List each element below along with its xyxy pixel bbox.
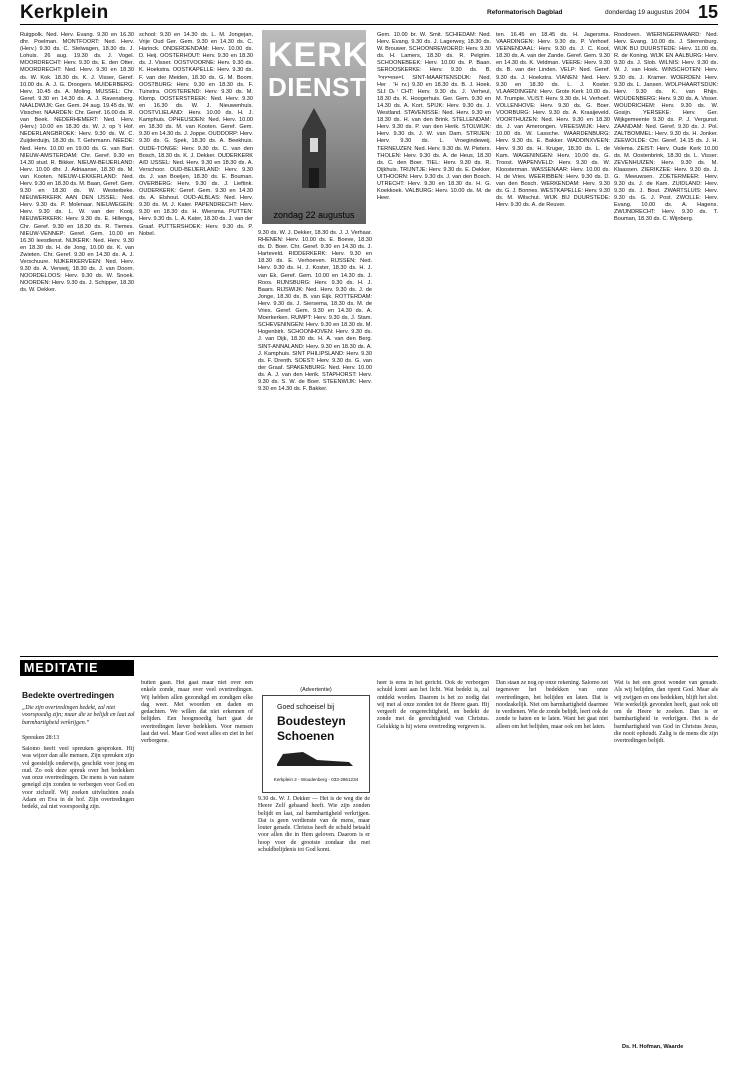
graphic-word-kerk: KERK	[268, 36, 369, 74]
church-services-column-1: Ruigpolk. Ned. Herv. Evang. 9.30 en 16.30 dhr. Poelman. MONTFOORT: Ned. Herv. (Herv.) 9.30 ds. C. Stelwagen, 18.30 ds. J. Lohuis. 26 aug. 19.30 ds. J. Vogel. MOORDRECHT: Herv. 9.30 ds. E. den Otter. MOORDRECHT: Ned. Herv. 9.30 en 18.30 ds. W. Kok. 18.30 ds. K. J. Visser, Geref. 10.00 ds. A. J. G. Droogers. MUIDERBERG: Herv. 10.45 ds. A. Moling. MUSSEL: Chr. Geref. 9.30 en 14.30 ds. A. J. Ravensberg. NAALDWIJK: Ger. Gem. 24 aug. 19.45 ds. W. Visscher. NAARDEN: Chr. Geref. 16.00 ds. R. van Beek. NEDERHEMERT: Ned. Herv. (Herv.) 10.00 en 18.30 ds. W. J. op 't Hof. NEDERLANGBROEK: Herv. 9.30 ds. W. C. Zuijderduijn, 18.30 ds. T. Gehrmann. NEEDE: Ned. Herv. 10.00 en 19.00 ds. G. van Bart. NIEUW-AMSTERDAM: Chr. Geref. 9.30 en 14.30 stud. R. Bikker. NIEUW-BEIJERLAND: Herv. 10.00 dhr. J. Adriaanse, 18.30 ds. M. van Kooten. NIEUW-LEKKERLAND: Ned. Herv. 9.30 en 18.30 ds. M. Baan, Geref. Gem. 9.30 en 18.30 ds. W. Westerbeke. NIEUWERKERK AAN DEN IJSSEL: Ned. Herv. 9.30 ds. P. Molenaar. NIEUWEGEIN: Herv. 9.30 ds. L. W. van der Kooij. NIEUWERKERK: Herv. 9.30 ds. E. Hillenga, Chr. Geref. 9.30 en 18.30 ds. R. Tiemes. NIEUW-VENNEP: Geref. Gem. 10.00 en 16.30 leesdienst. NIJKERK: Ned. Herv. 9.30 en 18.30 ds. H. de Jong, 10.00 ds. K. van Zwieten. Chr. Geref. 9.30 en 14.30 ds. A. J. Verschuure. NIJKERKERVEEN: Ned. Herv. 9.30 ds. A. Verweij, 18.30 ds. J. van Doorn. NOORDELOOS: Herv. 9.30 ds. W. Snoek. NOORDEN: Herv. 9.30 ds. J. Schipper, 18.30 ds. W. Dekker.	[20, 32, 134, 294]
church-services-column-4: Gem. 10.00 br. W. Smit. SCHIEDAM: Ned. Herv. Evang. 9.30 ds. J. Lagerwey, 18.30 ds. W. Brouwer. SCHOONREWOERD: Herv. 9.30 ds. H. Lamers, 18.30 ds. R. Pelgrim. SCHOONEBEEK: Herv. 10.00 ds. P. Baan. SEROOSKERKE: Herv. 9.30 ds. B. Jongeneel. SINT-MAARTENSDIJK: Ned. Herv. (Herv.) 9.30 en 18.30 ds. B. J. Hoek. SLIEDRECHT: Herv. 9.30 ds. J. Verheul, 18.30 ds. K. Hoogerhuis. Ger. Gem. 9.30 en 14.30 ds. A. Kort. SPIJK: Herv. 9.30 ds. J. Westland. STAVENISSE: Ned. Herv. 9.30 en 18.30 ds. H. van den Brink. STELLENDAM: Herv. 9.30 ds. P. van den Herik. STOLWIJK: Herv. 9.30 ds. J. W. van Dam. STRIJEN: Herv. 9.30 ds. L. Vroegindeweij. TERNEUZEN: Ned. Herv. 9.30 ds. W. Pieters. THOLEN: Herv. 9.30 ds. A. de Heus, 18.30 ds. C. den Boer. TIEL: Herv. 9.30 ds. R. Dijkhuis. TRIJNTJE: Herv. 9.30 ds. E. Dekker. UITHOORN: Herv. 9.30 ds. J. van den Bosch. UTRECHT: Herv. 9.30 en 18.30 ds. H. G. Koekkoek. VALBURG: Herv. 10.00 ds. M. de Heer.	[377, 32, 491, 202]
shoe-icon	[273, 746, 357, 770]
service-date: zondag 22 augustus	[273, 210, 355, 220]
church-services-column-6: Roodoven. WIERINGERWAARD: Ned. Herv. Evang. 10.00 ds. J. Sterrenburg. WIJK BIJ DUURSTEDE: Herv. 11.00 ds. R. de Koning. WIJK EN AALBURG: Herv. 9.30 ds. J. Slob. WILNIS: Herv. 9.30 ds. W. J. van Hoek. WINSCHOTEN: Herv. 9.30 ds. J. Kramer. WOERDEN: Herv. 9.30 ds. L. Jansen. WOLPHAARTSDIJK: Herv. 9.30 ds. K. van Rhijn. WOUDENBERG: Herv. 9.30 ds. A. Visser. WOUDRICHEM: Herv. 9.30 ds. W. Gosijn. YERSEKE: Herv. Ger. Wijkgemeente 9.30 ds. P. J. Vergunst. ZAANDAM: Ned. Geref. 9.30 ds. J. Pol. ZALTBOMMEL: Herv. 9.30 ds. H. Jonker. ZEEWOLDE: Chr. Geref. 14.15 ds. J. H. Velema. ZEIST: Herv. Oude Kerk 10.00 ds. M. Oostenbrink, 18.30 ds. L. Visser. ZEVENHUIZEN: Herv. 9.30 ds. M. Klaassen. ZIERIKZEE: Herv. 9.30 ds. J. G. Meeuwsen. ZOETERMEER: Herv. 9.30 ds. J. de Kam. ZUIDLAND: Herv. 9.30 ds. J. Bout. ZWARTSLUIS: Herv. 9.30 ds. G. J. Post. ZWOLLE: Herv. Evang. 10.00 ds. A. Hagens. ZWIJNDRECHT: Herv. 9.30 ds. T. Bouman, 18.30 ds. C. Wijnberg.	[614, 32, 718, 223]
ad-brand-line2: Schoenen	[277, 729, 335, 743]
meditatie-section-tag: MEDITATIE	[20, 660, 134, 676]
meditatie-column-5: Dan staan ze nog op onze rekening. Salomo zet tegenover het bedekken van onze overtredingen, het belijden en laten. Dat is noodzakelijk. Niet om barmhartigheid daarmee te verdienen. Wie de zonde belijdt, leert ook de zonde te haten en te laten. Want het gaat niet alleen om het belijden, maar ook om het laten.	[496, 680, 608, 730]
church-services-column-2: school: 9.30 en 14.30 ds. L. M. Jongejan, Vrije Oud Ger. Gem. 9.30 en 14.30 ds. C. Harinck. ONDERDENDAM: Herv. 10.00 ds. D. Heij. OOSTERHOUT: Herv. 9.30 en 18.30 ds. J. Visser. OOSTVOORNE: Herv. 9.30 ds. K. Hoekstra. OOSTKAPELLE: Herv. 9.30 ds. F. van der Meiden, 18.30 ds. G. M. Boom. OOSTBURG: Herv. 9.30 en 18.30 ds. F. Tuinstra. OOSTEREND: Herv. 9.30 ds. M. Klomp. OOSTERSTREEK: Ned. Herv. 9.30 en 16.30 ds. W. J. Nieuwenhuis. OOSTVLIELAND: Herv. 10.00 ds. H. J. Kamphuis. OPHEUSDEN: Ned. Herv. 10.00 en 18.30 ds. M. van Kooten. Geref. Gem. 9.30 en 14.30 ds. J. Joppe. OUDDORP: Herv. 9.30 ds. G. Spek, 18.30 ds. A. Beekhuis. OUDE-TONGE: Herv. 9.30 ds. C. van den Bosch, 18.30 ds. K. J. Dekker. OUDERKERK A/D IJSSEL: Ned. Herv. 9.30 en 18.30 ds. A. Verschoor. OUD-BEIJERLAND: Herv. 9.30 ds. J. van Boeijen, 18.30 ds. E. Bouman. OVERBERG: Herv. 9.30 ds. J. Lieftink. OUDERKERK: Geref. Gem. 9.30 en 14.30 ds. A. Elshout. OUD-ALBLAS: Ned. Herv. 9.30 ds. M. J. Kater. PAPENDRECHT: Herv. 9.30 en 18.30 ds. H. Wiersma. PUTTEN: Herv. 9.30 ds. L. A. Kater, 18.30 ds. J. van der Graaf. PUTTERSHOEK: Herv. 9.30 ds. P. Nobel.	[139, 32, 253, 237]
church-services-column-3: 9.30 ds. W. J. Dekker, 18.30 ds. J. J. Verhaar. RHENEN: Herv. 10.00 ds. E. Boeve, 18.30 ds. D. Boer. Chr. Geref. 9.30 en 14.30 ds. J. Harteveld. RIDDERKERK: Herv. 9.30 en 18.30 ds. E. Verhoeven. RIJSSEN: Ned. Herv. 9.30 ds. H. J. Koster, 18.30 ds. H. J. van Ek. Geref. Gem. 10.00 en 14.30 ds. J. Roos. RIJNSBURG: Herv. 9.30 ds. H. J. Baars. RIJSWIJK: Ned. Herv. 9.30 ds. J. de Jonge, 18.30 ds. B. van Eijk. ROTTERDAM: Herv. 9.30 ds. J. Siersema, 18.30 ds. M. de Vries. Geref. Gem. 9.30 en 14.30 ds. A. Moerkerken. RUMPT: Herv. 9.30 ds. J. Stam. SCHEVENINGEN: Herv. 9.30 en 18.30 ds. M. Hogenbirk. SCHOONHOVEN: Herv. 9.30 ds. J. van Dijk, 18.30 ds. H. A. van den Berg. SINT-ANNALAND: Herv. 9.30 en 18.30 ds. A. J. Kamphuis. SINT PHILIPSLAND: Herv. 9.30 ds. F. Drenth. SOEST: Herv. 9.30 ds. G. van der Graaf. SPAKENBURG: Ned. Herv. 10.00 ds. A. J. van den Herik. STAPHORST: Herv. 9.30 ds. S. W. de Boer. STEENWIJK: Herv. 9.30 en 14.30 ds. F. Bakker.	[258, 230, 372, 393]
newspaper-name: Reformatorisch Dagblad	[487, 9, 563, 16]
page-number: 15	[697, 2, 718, 22]
meditatie-bible-reference: Spreuken 28:13	[22, 735, 60, 741]
meditatie-column-1: Salomo heeft veel spreuken gesproken. Hij was wijzer dan alle mensen. Zijn spreuken zijn vol geestelijk onderwijs, geschikt voor jong en oud. Zo ook deze spreuk over het bedekken van onze overtredingen. De mens is van nature geneigd zijn zonden te verbergen voor God en voor zichzelf. Wij zoeken uitvluchten zoals Adam en Eva in de hof. Zijn overtredingen bedekt, zal niet voorspoedig zijn.	[22, 746, 134, 810]
ad-tagline: Goed schoeisel bij	[277, 704, 335, 711]
issue-date: donderdag 19 augustus 2004	[605, 9, 690, 16]
church-services-column-5: ten. 16.45 en 18.45 ds. H. Jagersma. VAARDINGEN: Herv. 9.30 ds. P. Verhoef. VEENENDAAL: Herv. 9.30 ds. J. C. Koot, 18.30 ds. A. van der Zande. Geref. Gem. 9.30 en 14.30 ds. K. Veldman. VEERE: Herv. 9.30 ds. B. van der Linden. VELP: Ned. Geref. 9.30 ds. J. Hoekstra. VIANEN: Ned. Herv. 9.30 en 18.30 ds. L. J. Koster. VLAARDINGEN: Herv. Grote Kerk 10.00 ds. M. Trumpie. VLIST: Herv. 9.30 ds. H. Verhoef. VOLLENHOVE: Herv. 9.30 ds. G. Boer. VOORBURG: Herv. 9.30 ds. A. Kraaijeveld. VOORTHUIZEN: Ned. Herv. 9.30 en 18.30 ds. J. van Amerongen. VREESWIJK: Herv. 10.00 ds. W. Lassche. WAARDENBURG: Herv. 9.30 ds. E. Bakker. WADDINXVEEN: Herv. 9.30 ds. H. Kruger, 18.30 ds. L. de Kam. WAGENINGEN: Herv. 10.00 ds. G. Troost. WAPENVELD: Herv. 9.30 ds. W. Kloosterman. WASSENAAR: Herv. 10.00 ds. H. de Vries. WEERIBBEN: Herv. 9.30 ds. D. van den Bosch. WERKENDAM: Herv. 9.30 ds. G. J. Bonnes. WESTKAPELLE: Herv. 9.30 ds. M. Wilschut. WIJK BIJ DUURSTEDE: Herv. 9.30 ds. A. de Reuver.	[496, 32, 610, 209]
meditatie-column-3: 9.30 ds. W. J. Dekker — Het is de weg die de Heere Zelf gebaand heeft. Wie zijn zonden belijdt en laat, zal barmhartigheid verkrijgen. Dat is geen verdienste van de mens, maar louter genade. Christus heeft de schuld betaald voor allen die in Hem geloven. Daarom is er hoop voor de grootste zondaar die met schuldbelijdenis tot God komt.	[258, 796, 370, 853]
meditatie-author: Ds. H. Hofman, Waarde	[622, 1044, 684, 1050]
meditatie-column-6: Wat is het een groot wonder van genade. Als wij belijden, dan opent God. Maar als wij zwijgen en ons bedekken, blijft het slot. Wie werkelijk gevonden heeft, gaat ook uit om de Heere te zoeken. Dan is er barmhartigheid te verkrijgen. Het is de barmhartigheid van God in Christus Jezus, die nooit ophoudt. Zalig is de mens die zijn overtredingen belijdt.	[614, 680, 718, 744]
meditatie-column-4: heer is eens in het gericht. Ook de verborgen schuld komt aan het licht. Wat bedekt is, zal ontdekt worden. Daarom is het zo nodig dat wij met al onze zonden tot de Heere gaan. Hij vergeeft de ongerechtigheid, en bedekt de zonde met de gerechtigheid van Christus. Gelukkig is hij wiens overtreding vergeven is.	[377, 680, 489, 730]
meditatie-column-2: buiten gaan. Het gaat maar niet over een enkele zonde, maar over veel overtredingen. Wij hebben allen gezondigd en zondigen elke dag weer. Met woorden en daden en gedachten. We willen dat niet erkennen of belijden. Een hoogmoedig hart gaat de overtredingen liever bedekken. Voor mensen laat dat wel. Maar God weet alles en ziet in het verborgene.	[141, 680, 253, 744]
page-title: Kerkplein	[20, 2, 109, 23]
page-header	[20, 2, 718, 25]
ad-address: Kerkplein 2 - Woudenberg - 033-2861234	[273, 777, 359, 782]
church-tower-icon	[296, 108, 332, 188]
ad-brand-line1: Boudesteyn	[277, 714, 346, 728]
graphic-word-diensten: DIENSTEN	[268, 72, 404, 102]
advertisement-label: (Advertentie)	[300, 687, 332, 693]
kerkdiensten-graphic	[262, 30, 404, 224]
meditatie-bible-quote: „Die zijn overtredingen bedekt, zal niet voorspoedig zijn; maar die ze belijdt en laat zal barmhartigheid verkrijgen.”	[22, 705, 135, 726]
advertisement-box	[262, 687, 370, 793]
section-divider	[20, 656, 718, 657]
meditatie-heading: Bedekte overtredingen	[22, 690, 115, 700]
